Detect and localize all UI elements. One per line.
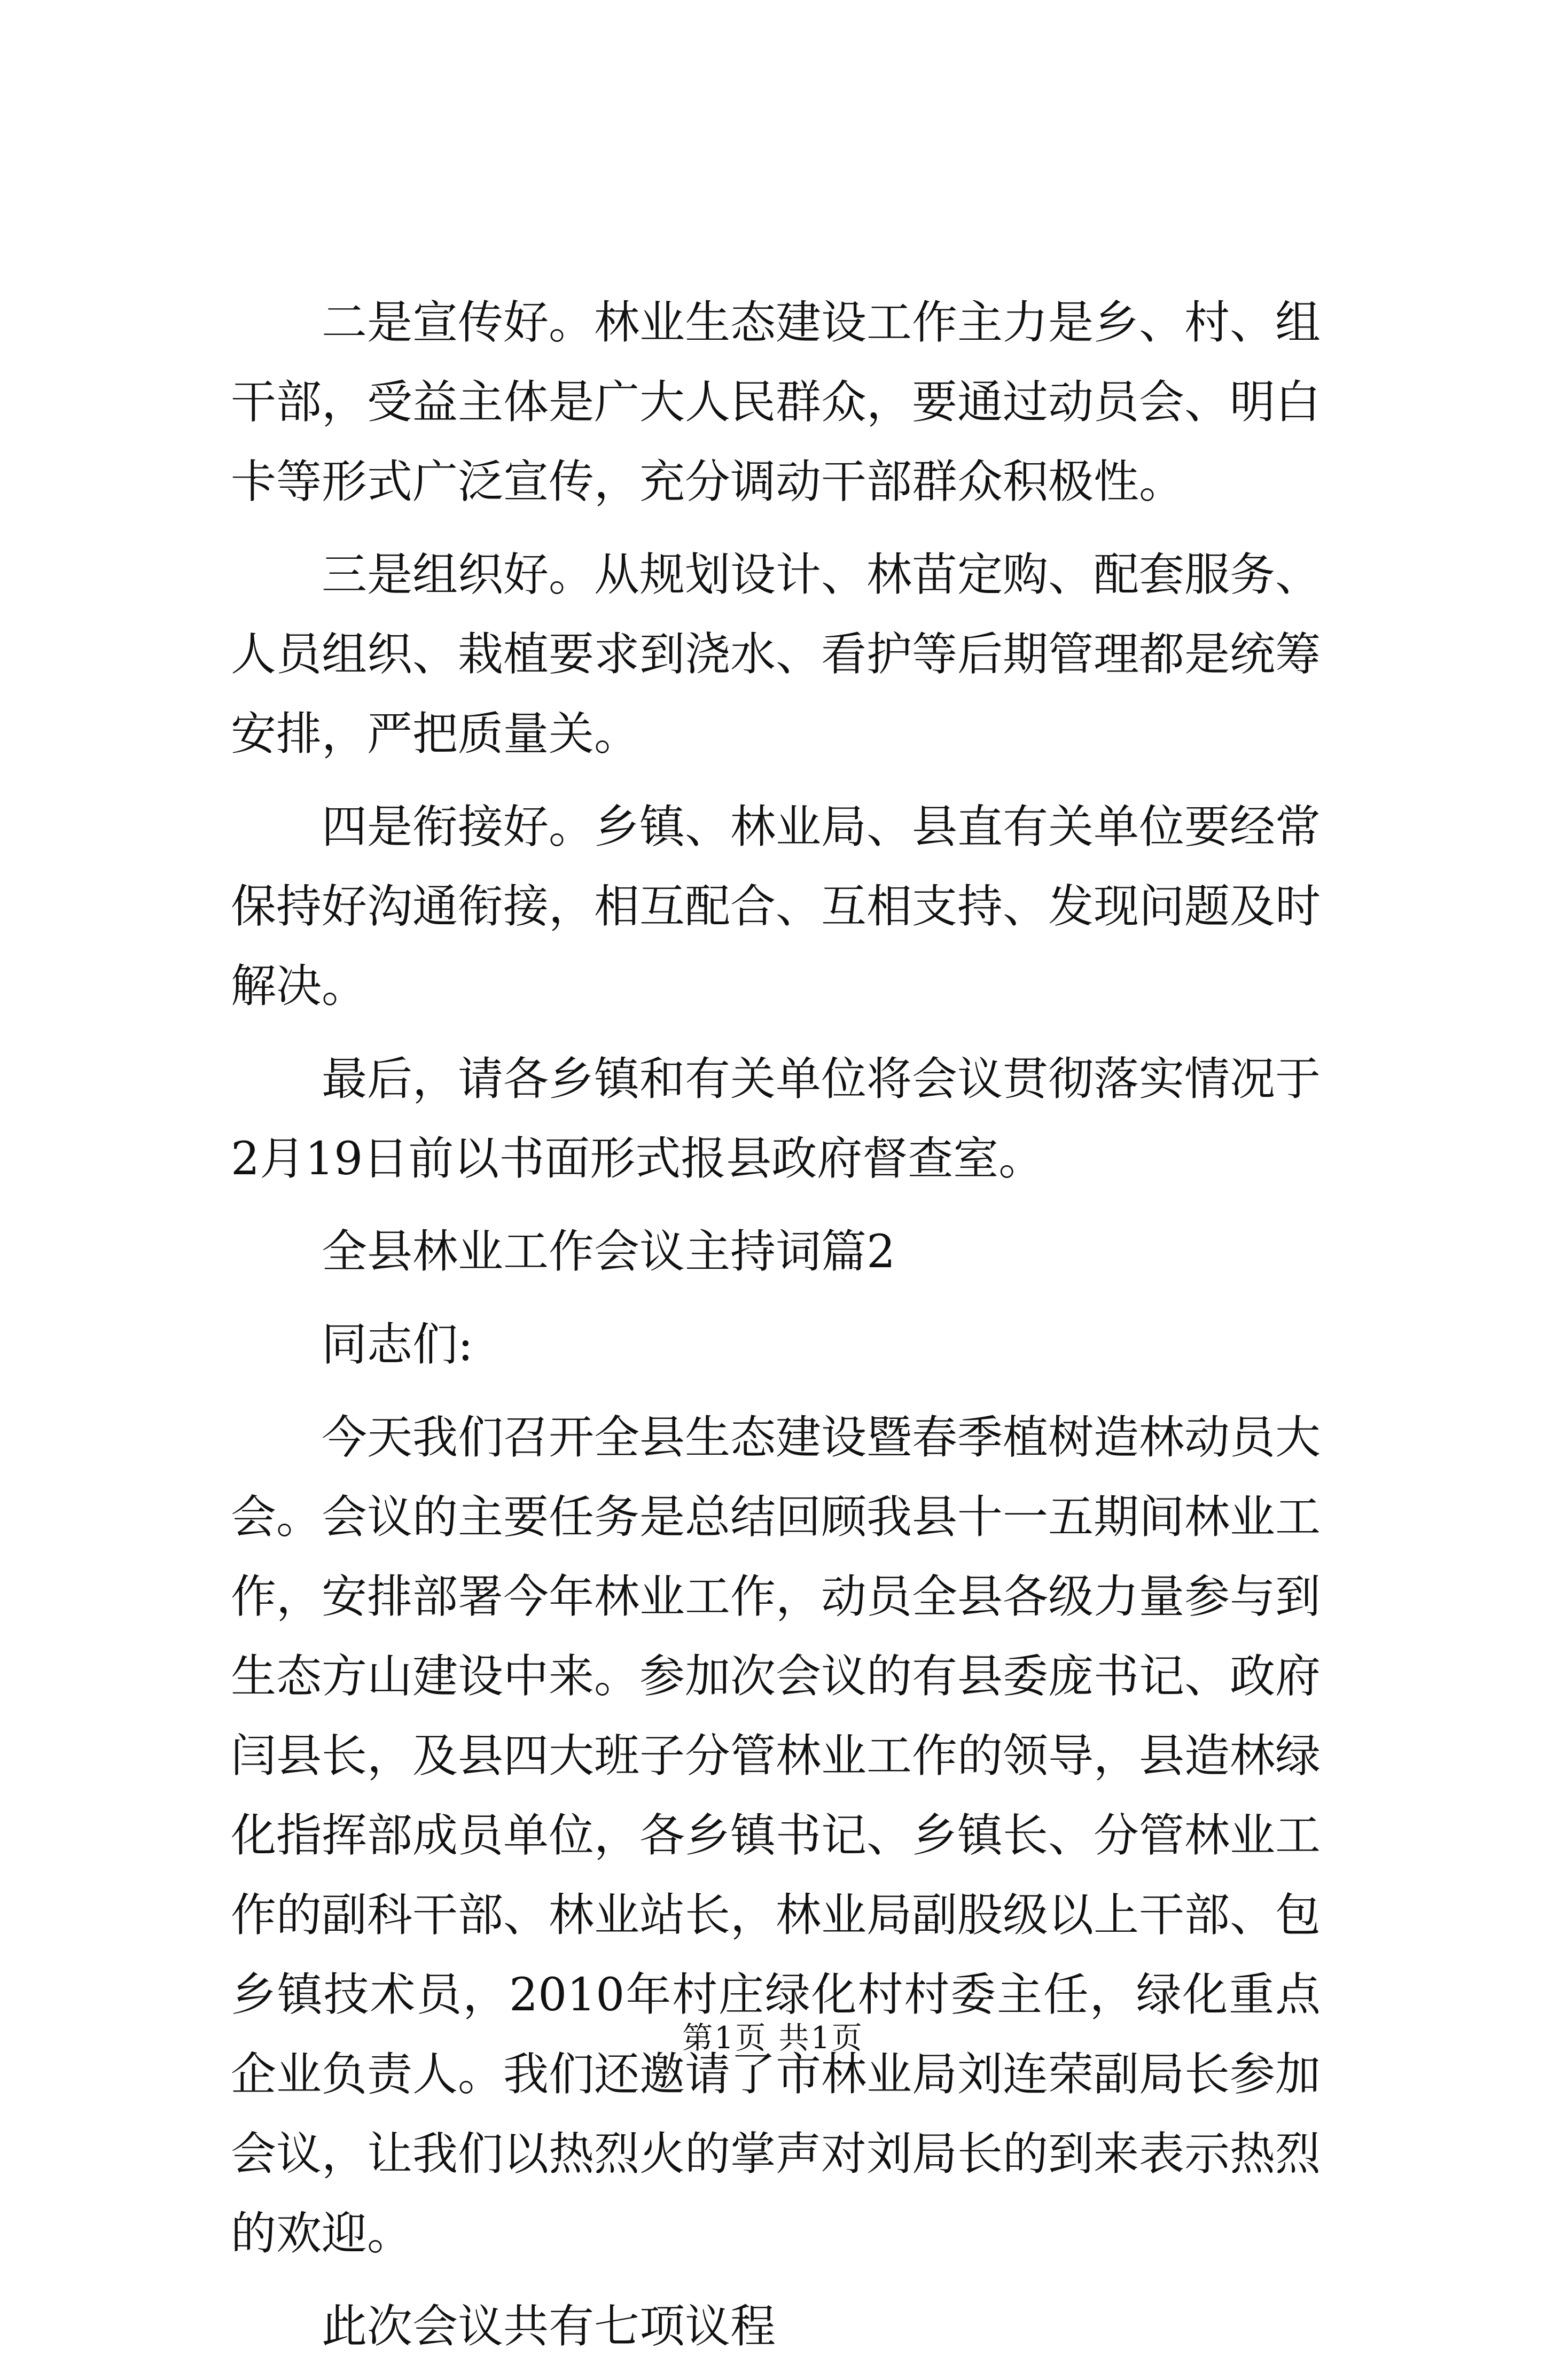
paragraph-organization: 三是组织好。从规划设计、林苗定购、配套服务、人员组织、栽植要求到浇水、看护等后期管理都是统筹安排，严把质量关。 [231, 549, 1321, 761]
page-footer: 第1页 共1页 [682, 2020, 864, 2056]
salutation: 同志们: [322, 1318, 473, 1371]
paragraph-closing: 最后，请各乡镇和有关单位将会议贯彻落实情况于2月19日前以书面形式报县政府督查室。 [231, 1053, 1321, 1185]
paragraph-agenda: 此次会议共有七项议程 [322, 2300, 776, 2353]
document-body [231, 283, 1321, 2380]
section-heading: 全县林业工作会议主持词篇2 [322, 1226, 896, 1278]
paragraph-coordination: 四是衔接好。乡镇、林业局、县直有关单位要经常保持好沟通衔接，相互配合、互相支持、发现问题及时解决。 [231, 801, 1321, 1013]
paragraph-publicity: 二是宣传好。林业生态建设工作主力是乡、村、组干部，受益主体是广大人民群众，要通过动员会、明白卡等形式广泛宣传，充分调动干部群众积极性。 [231, 296, 1321, 509]
paragraph-meeting-intro: 今天我们召开全县生态建设暨春季植树造林动员大会。会议的主要任务是总结回顾我县十一五期间林业工作，安排部署今年林业工作，动员全县各级力量参与到生态方山建设中来。参加次会议的有县委庞书记、政府闫县长，及县四大班子分管林业工作的领导，县造林绿化指挥部成员单位，各乡镇书记、乡镇长、分管林业工作的副科干部、林业站长，林业局副股级以上干部、包乡镇技术员，2010年村庄绿化村村委主任，绿化重点企业负责人。我们还邀请了市林业局刘连荣副局长参加会议，让我们以热烈火的掌声对刘局长的到来表示热烈的欢迎。 [231, 1411, 1321, 2260]
